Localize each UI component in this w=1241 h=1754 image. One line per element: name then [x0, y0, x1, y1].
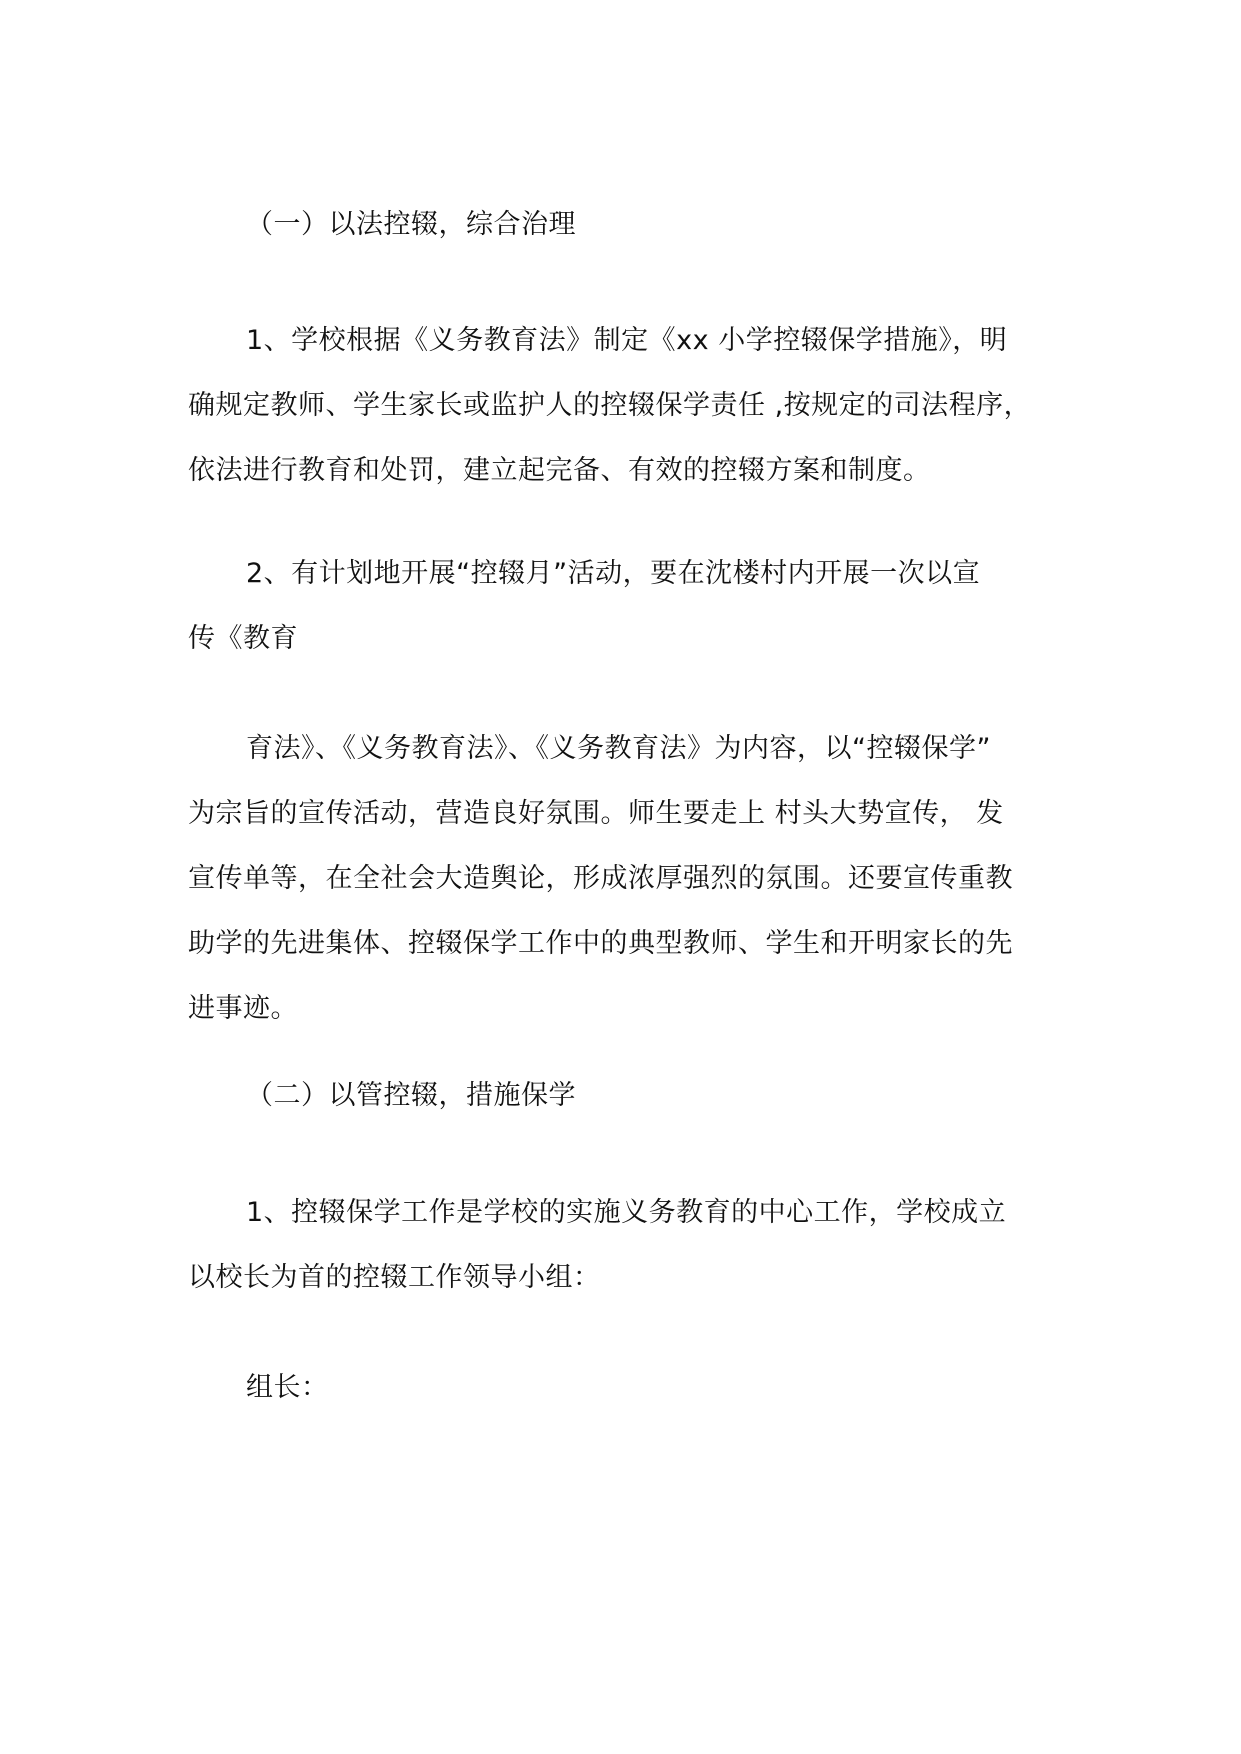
paragraph-line: 进事迹。	[188, 993, 298, 1024]
leader-label-text: 组长：	[246, 1372, 329, 1403]
paragraph-line: 2、有计划地开展“控辍月”活动，要在沈楼村内开展一次以宣	[246, 558, 981, 589]
section1-heading	[188, 192, 1126, 257]
section1-item2-paragraph	[188, 541, 1068, 671]
heading-text: （一）以法控辍，综合治理	[246, 209, 576, 240]
paragraph-line: 1、学校根据《义务教育法》制定《xx 小学控辍保学措施》，明	[246, 325, 1008, 356]
section2-item1-paragraph	[188, 1180, 1068, 1310]
paragraph-line: 宣传单等，在全社会大造舆论，形成浓厚强烈的氛围。还要宣传重教	[188, 863, 1013, 894]
paragraph-line: 传《教育	[188, 623, 298, 654]
paragraph-line: 为宗旨的宣传活动，营造良好氛围。师生要走上 村头大势宣传， 发	[188, 798, 1004, 829]
paragraph-line: 1、控辍保学工作是学校的实施义务教育的中心工作，学校成立	[246, 1197, 1007, 1228]
paragraph-line: 以校长为首的控辍工作领导小组：	[188, 1262, 601, 1293]
section1-item1-paragraph	[188, 308, 1068, 503]
paragraph-line: 确规定教师、学生家长或监护人的控辍保学责任 ,按规定的司法程序，	[188, 390, 1032, 421]
heading-text: （二）以管控辍，措施保学	[246, 1080, 576, 1111]
paragraph-line: 依法进行教育和处罚，建立起完备、有效的控辍方案和制度。	[188, 455, 931, 486]
paragraph-line: 育法》、《义务教育法》、《义务教育法》为内容，以“控辍保学”	[246, 733, 991, 764]
paragraph-line: 助学的先进集体、控辍保学工作中的典型教师、学生和开明家长的先	[188, 928, 1013, 959]
section2-heading	[188, 1063, 1126, 1128]
section1-item2-continued-paragraph	[188, 716, 1068, 1041]
leader-label	[188, 1355, 1126, 1420]
